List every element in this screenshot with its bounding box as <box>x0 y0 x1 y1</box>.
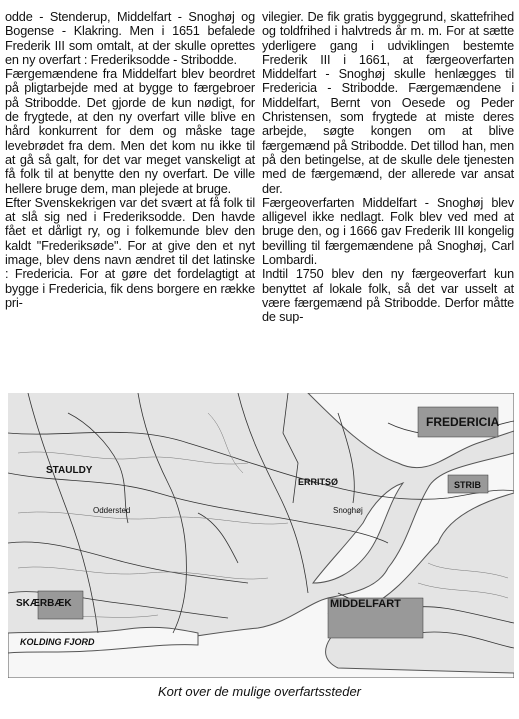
label-stauby: STAULDY <box>46 465 93 476</box>
paragraph: Efter Svenskekrigen var det svært at få folk til at slå sig ned i Frederiksodde. Den havde fået et dårligt ry, og i folkemunde blev den kaldt "Frederiksøde". For at give den et nyt image, blev dens navn ændret til det latinske : Fredericia. For at gøre det fordelagtigt at bygge i Fredericia, fik dens borgere en række pri- <box>5 195 255 310</box>
paragraph: vilegier. De fik gratis byggegrund, skattefrihed og toldfrihed i halvtreds år m. m. For at sætte yderligere gang i udviklingen bestemte Frederik III i 1661, at færgeoverfarten Middelfart - Snoghøj skulle henlægges til Fredericia - Stribodde. Færgemændene i Middelfart, Bernt von Oesede og Peder Christensen, som frygtede at miste deres arbejde, søgte kongen om at blive færgemænd på Stribodde. Det tillod han, men på den betingelse, at de skulle dele tjenesten med de færgemænd, der allerede var ansat der. <box>262 10 514 196</box>
map-figure <box>8 393 514 678</box>
label-strib: STRIB <box>454 480 481 490</box>
paragraph: odde - Stenderup, Middelfart - Snoghøj og Bogense - Klakring. Men i 1651 befalede Frederik III som omtalt, at der skulle oprettes en ny overfart : Frederiksodde - Stribodde. <box>5 10 255 67</box>
paragraph: Færgeoverfarten Middelfart - Snoghøj blev alligevel ikke nedlagt. Folk blev ved med at bruge den, og i 1666 gav Frederik III kongelig bevilling til færgemændene på Snoghøj, Carl Lombardi. <box>262 195 514 268</box>
paragraph: Færgemændene fra Middelfart blev beordret på pligtarbejde med at bygge to færgebroer på Stribodde. Det gjorde de kun nødigt, for de frygtede, at den ny overfart ville blive en hård konkurrent for dem og måske tage levebrødet fra dem. Men det kom nu ikke til at gå så galt, for det var meget vanskeligt at få folk til at benytte den ny overfart. De ville hellere bruge dem, man plejede at bruge. <box>5 67 255 196</box>
paragraph: Indtil 1750 blev den ny færgeoverfart kun benyttet af lokale folk, så det var usselt at være færgemænd på Stribodde. Derfor måtte de sup- <box>262 267 514 325</box>
text-column-right <box>262 10 514 325</box>
label-fredericia: FREDERICIA <box>426 415 500 429</box>
label-oddersted: Oddersted <box>93 506 131 515</box>
label-snoghoj: Snoghøj <box>333 506 363 515</box>
label-erritso: ERRITSØ <box>298 477 339 487</box>
map-illustration <box>8 393 514 678</box>
text-column-left <box>5 10 255 310</box>
label-middelfart: MIDDELFART <box>330 598 401 610</box>
label-skaerbaek: SKÆRBÆK <box>16 598 72 609</box>
label-kolding-fjord: KOLDING FJORD <box>20 637 95 647</box>
figure-caption: Kort over de mulige overfartssteder <box>157 684 362 699</box>
